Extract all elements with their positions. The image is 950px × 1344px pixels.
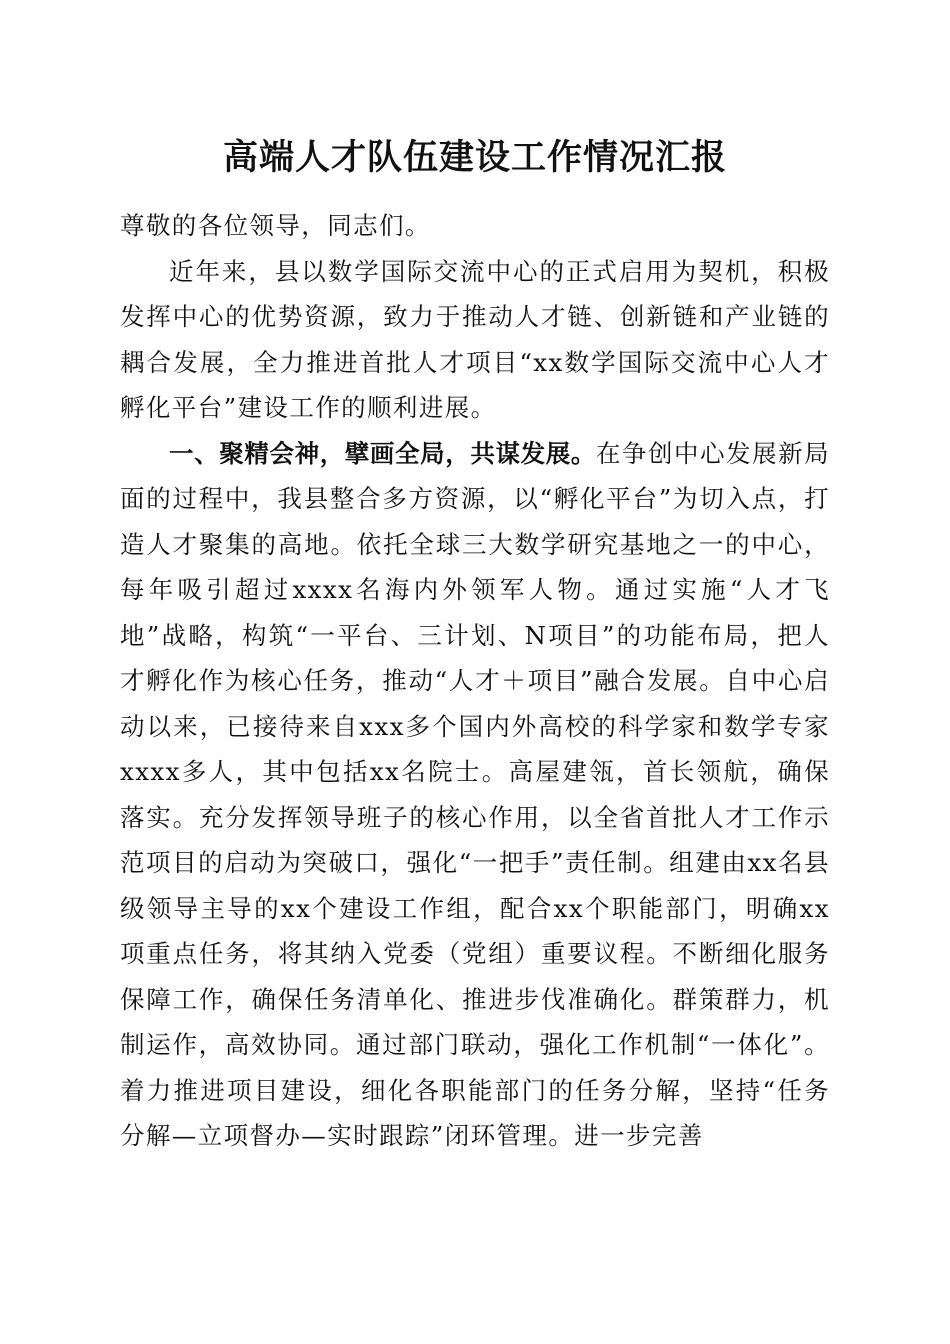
section-1-body: 在争创中心发展新局面的过程中，我县整合多方资源，以“孵化平台”为切入点，打造人才聚集的高地。依托全球三大数学研究基地之一的中心，每年吸引超过xxxx名海内外领军人物。通过实施“人才飞地”战略，构筑“一平台、三计划、N项目”的功能布局，把人才孵化作为核心任务，推动“人才＋项目”融合发展。自中心启动以来，已接待来自xxx多个国内外高校的科学家和数学专家xxxx多人，其中包括xx名院士。高屋建瓴，首长领航，确保落实。充分发挥领导班子的核心作用，以全省首批人才工作示范项目的启动为突破口，强化“一把手”责任制。组建由xx名县级领导主导的xx个建设工作组，配合xx个职能部门，明确xx项重点任务，将其纳入党委（党组）重要议程。不断细化服务保障工作，确保任务清单化、推进步伐准确化。群策群力，机制运作，高效协同。通过部门联动，强化工作机制“一体化”。着力推进项目建设，细化各职能部门的任务分解，坚持“任务分解—立项督办—实时跟踪”闭环管理。进一步完善	[120, 438, 830, 1150]
salutation: 尊敬的各位领导，同志们。	[120, 211, 431, 240]
document-body	[120, 203, 830, 1159]
section-1-heading: 一、聚精会神，擘画全局，共谋发展。	[169, 438, 596, 468]
section-1-paragraph	[120, 431, 830, 1159]
document-title: 高端人才队伍建设工作情况汇报	[222, 137, 727, 178]
intro-paragraph: 近年来，县以数学国际交流中心的正式启用为契机，积极发挥中心的优势资源，致力于推动人才链、创新链和产业链的耦合发展，全力推进首批人才项目“xx数学国际交流中心人才孵化平台”建设工作的顺利进展。	[120, 256, 830, 422]
